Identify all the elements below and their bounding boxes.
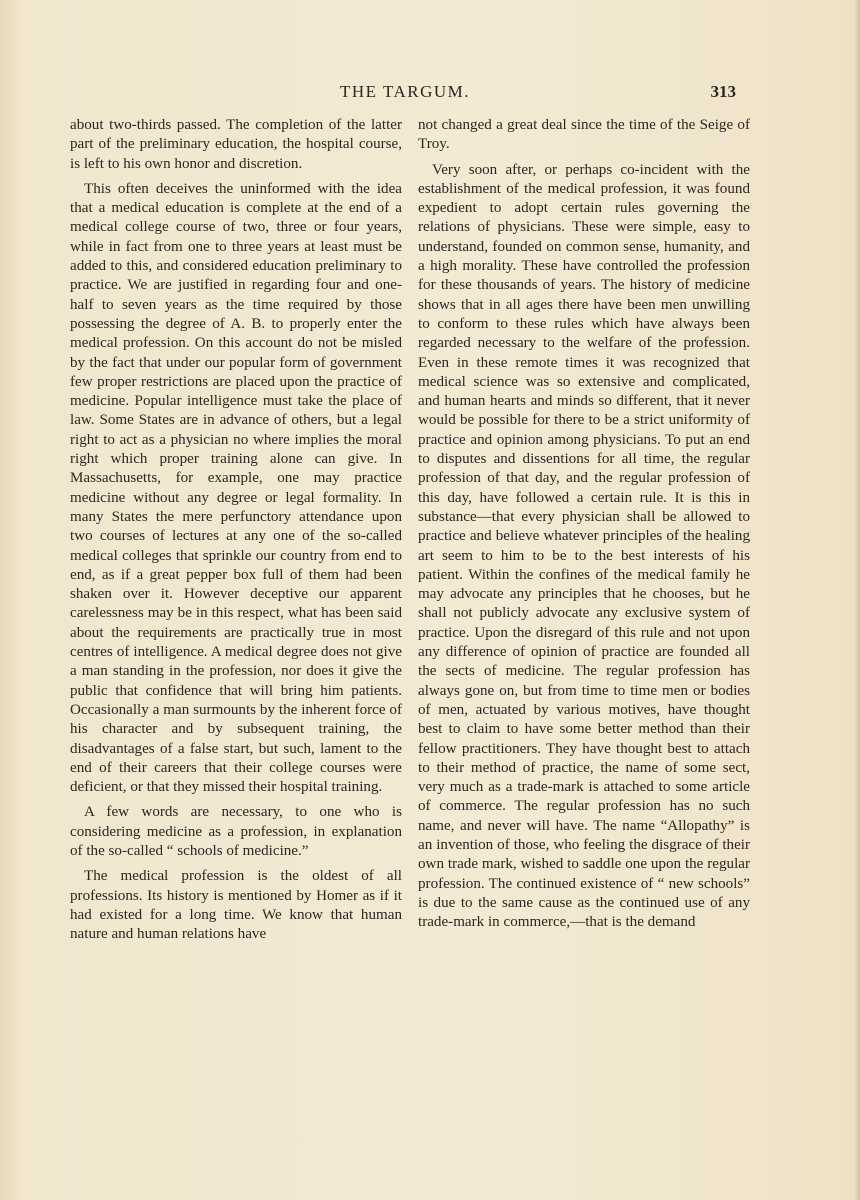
- running-head: [70, 82, 740, 106]
- right-column: [418, 116, 750, 938]
- paragraph: not changed a great deal since the time of the Seige of Troy.: [418, 117, 750, 153]
- paragraph: Very soon after, or perhaps co-incident with the establishment of the medical profession, it was found expedient to adopt certain rules governing the relations of physicians. These were simple, easy to understand, founded on common sense, humanity, and a high morality. These have controlled the profession for these thousands of years. The history of medicine shows that in all ages there have been men unwilling to conform to these rules which have always been regarded necessary to the welfare of the profession. Even in these remote times it was recognized that medical science was so extensive and complicated, and human hearts and minds so different, that it never would be possible for there to be a strict uniformity of practice and opinion among physicians. To put an end to disputes and dissentions for all time, the regular profession of that day, and the regular profession of this day, have followed a certain rule. It is this in substance—that every physician shall be allowed to practice and believe whatever principles of the healing art seem to him to be to the best interests of his patient. Within the confines of the medical family he may advocate any principles that he chooses, but he shall not publicly advocate any exclusive system of practice. Upon the disregard of this rule and not upon any difference of opinion of practice are founded all the sects of medicine. The regular profession has always gone on, but from time to time men or bodies of men, actuated by various motives, have thought best to claim to have some better method than their fellow practitioners. They have thought best to attach to their method of practice, the name of some sect, very much as a trade-mark is attached to some article of commerce. The regular profession has no such name, and never will have. The name “Allopathy” is an invention of those, who feeling the disgrace of their own trade mark, wished to saddle one upon the regular profession. The continued existence of “ new schools” is due to the same cause as the continued use of any trade-mark in commerce,—that is the demand: [418, 161, 750, 931]
- paragraph: about two-thirds passed. The completion of the latter part of the preliminary education, the hospital course, is left to his own honor and discretion.: [70, 117, 402, 172]
- left-column: [70, 116, 402, 950]
- paragraph: This often deceives the uninformed with the idea that a medical education is complete at the end of a medical college course of two, three or four years, while in fact from one to three years at least must be added to this, and considered education preliminary to practice. We are justified in regarding four and one-half to seven years as the time required by those possessing the degree of A. B. to properly enter the medical profession. On this account do not be misled by the fact that under our popular form of government few proper restrictions are placed upon the practice of medicine. Popular intelligence must take the place of law. Some States are in advance of others, but a legal right to act as a physician no where implies the moral right which proper training alone can give. In Massachusetts, for example, one may practice medicine without any degree or legal formality. In many States the mere perfunctory attendance upon two courses of lectures at any one of the so-called medical colleges that sprinkle our country from end to end, as if a great pepper box full of them had been shaken over it. However deceptive our apparent carelessness may be in this respect, what has been said about the requirements are practically true in most centres of intelligence. A medical degree does not give a man standing in the profession, nor does it give the public that confidence that will bring him patients. Occasionally a man surmounts by the inherent force of his character and by subsequent training, the disadvantages of a false start, but such, lament to the end of their careers that their college courses were deficient, or that they missed their hospital training.: [70, 180, 402, 796]
- paragraph: A few words are necessary, to one who is considering medicine as a profession, in explanation of the so-called “ schools of medicine.”: [70, 804, 402, 859]
- paragraph: The medical profession is the oldest of all professions. Its history is mentioned by Homer as if it had existed for a long time. We know that human nature and human relations have: [70, 868, 402, 943]
- page-number: 313: [710, 82, 736, 101]
- running-title: THE TARGUM.: [339, 82, 471, 101]
